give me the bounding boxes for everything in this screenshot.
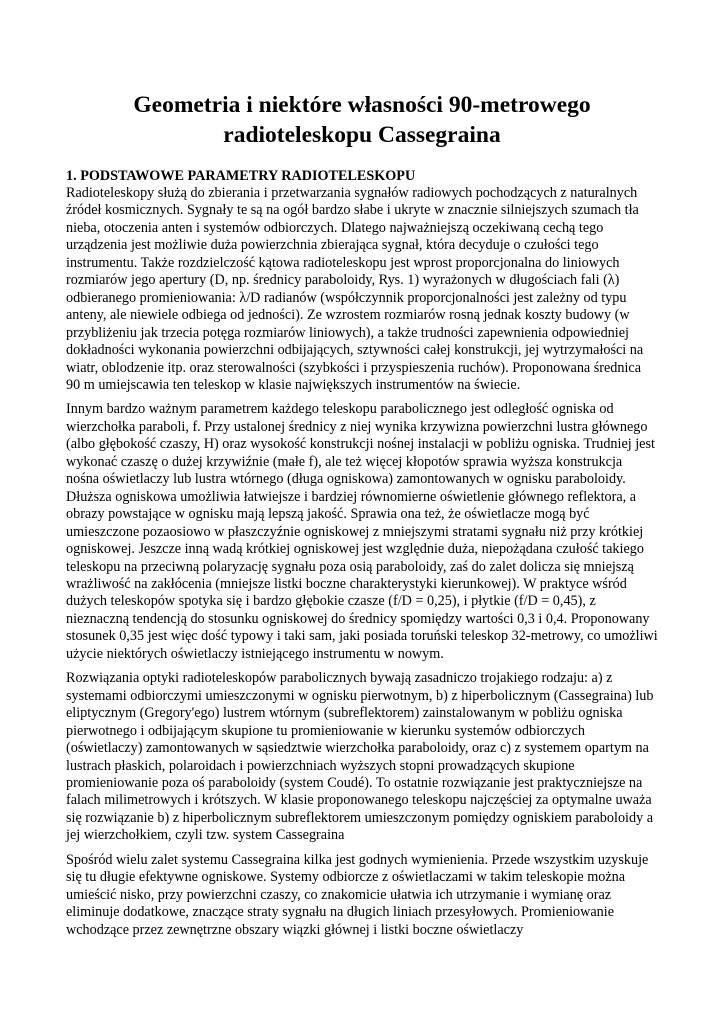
document-title xyxy=(66,90,658,150)
document-page xyxy=(66,90,658,946)
section-heading: 1. PODSTAWOWE PARAMETRY RADIOTELESKOPU xyxy=(66,168,416,184)
title-line-2: radioteleskopu Cassegraina xyxy=(223,122,501,148)
title-line-1: Geometria i niektóre własności 90-metrowego xyxy=(133,92,591,118)
paragraph-3: Rozwiązania optyki radioteleskopów parabolicznych bywają zasadniczo trojakiego rodzaju: a) z systemami odbiorczymi umieszczonymi w ognisku pierwotnym, b) z hiperbolicznym (Cassegraina) lub eliptycznym (Gregory'ego) lustrem wtórnym (subreflektorem) zainstalowanym w pobliżu ogniska pierwotnego i odbijającym skupione tu promieniowanie w kierunku systemów odbiorczych (oświetlaczy) zamontowanych w sąsiedztwie wierzchołka paraboloidy, oraz c) z systemem opartym na lustrach płaskich, polaroidach i powierzchniach wyższych stopni prowadzących skupione promieniowanie poza oś paraboloidy (system Coudé). To ostatnie rozwiązanie jest praktyczniejsze na falach milimetrowych i krótszych. W klasie proponowanego teleskopu najczęściej za optymalne uważa się rozwiązanie b) z hiperbolicznym subreflektorem umieszczonym pomiędzy ogniskiem paraboloidy a jej wierzchołkiem, czyli tzw. system Cassegraina xyxy=(66,670,654,844)
paragraph-2: Innym bardzo ważnym parametrem każdego teleskopu parabolicznego jest odległość ogniska od wierzchołka paraboli, f. Przy ustalonej średnicy z niej wynika krzywizna powierzchni lustra głównego (albo głębokość czaszy, H) oraz wysokość konstrukcji nośnej instalacji w pobliżu ogniska. Trudniej jest wykonać czaszę o dużej krzywiźnie (małe f), ale też więcej kłopotów sprawia wyższa konstrukcja nośna oświetlaczy lub lustra wtórnego (długa ogniskowa) zamontowanych w ognisku paraboloidy. Dłuższa ogniskowa umożliwia łatwiejsze i bardziej równomierne oświetlenie głównego reflektora, a obrazy powstające w ognisku mają lepszą jakość. Sprawia ona też, że oświetlacze mogą być umieszczone pozaosiowo w płaszczyźnie ogniskowej z mniejszymi stratami sygnału niż przy krótkiej ogniskowej. Jeszcze inną wadą krótkiej ogniskowej jest względnie duża, niepożądana czułość takiego teleskopu na przeciwną polaryzację sygnału poza osią paraboloidy, zaś do zalet dolicza się mniejszą wrażliwość na zakłócenia (mniejsze listki boczne charakterystyki kierunkowej). W praktyce wśród dużych teleskopów spotyka się i bardzo głębokie czasze (f/D = 0,25), i płytkie (f/D = 0,45), z nieznaczną tendencją do stosunku ogniskowej do średnicy spomiędzy wartości 0,3 i 0,4. Proponowany stosunek 0,35 jest więc dość typowy i taki sam, jaki posiada toruński teleskop 32-metrowy, co umożliwi użycie niektórych oświetlaczy istniejącego instrumentu w nowym. xyxy=(66,401,658,662)
paragraph-1: Radioteleskopy służą do zbierania i przetwarzania sygnałów radiowych pochodzących z naturalnych źródeł kosmicznych. Sygnały te są na ogół bardzo słabe i ukryte w znacznie silniejszych szumach tła nieba, otoczenia anten i systemów odbiorczych. Dlatego najważniejszą oczekiwaną cechą tego urządzenia jest możliwie duża powierzchnia zbierająca sygnał, która decyduje o czułości tego instrumentu. Także rozdzielczość kątowa radioteleskopu jest wprost proporcjonalna do liniowych rozmiarów jego apertury (D, np. średnicy paraboloidy, Rys. 1) wyrażonych w długościach fali (λ) odbieranego promieniowania: λ/D radianów (współczynnik proporcjonalności jest zależny od typu anteny, ale niewiele odbiega od jedności). Ze wzrostem rozmiarów rosną jednak koszty budowy (w przybliżeniu jak trzecia potęga rozmiarów liniowych), a także trudności zapewnienia odpowiedniej dokładności wykonania powierzchni odbijających, sztywności całej konstrukcji, jej wytrzymałości na wiatr, oblodzenie itp. oraz sterowalności (szybkości i przyspieszenia ruchów). Proponowana średnica 90 m umiejscawia ten teleskop w klasie największych instrumentów na świecie. xyxy=(66,185,644,393)
paragraph-4: Spośród wielu zalet systemu Cassegraina kilka jest godnych wymienienia. Przede wszystkim uzyskuje się tu długie efektywne ogniskowe. Systemy odbiorcze z oświetlaczami w takim teleskopie można umieścić nisko, przy powierzchni czaszy, co znakomicie ułatwia ich utrzymanie i wymianę oraz eliminuje dodatkowe, znaczące straty sygnału na długich liniach przesyłowych. Promieniowanie wchodzące przez zewnętrzne obszary wiązki głównej i listki boczne oświetlaczy xyxy=(66,851,649,938)
